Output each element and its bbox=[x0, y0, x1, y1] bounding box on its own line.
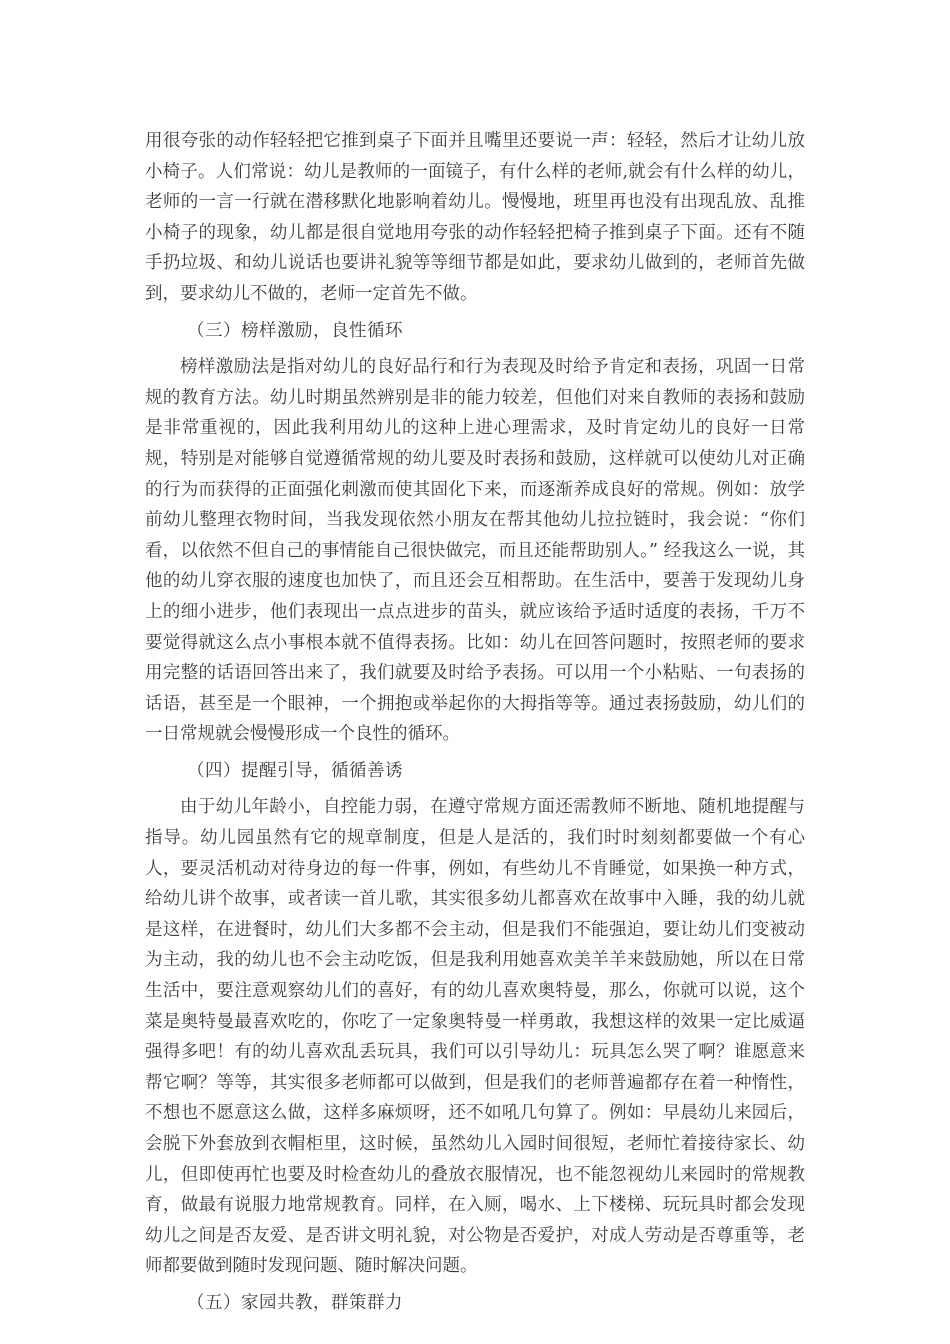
section-heading-4: （四）提醒引导，循循善诱 bbox=[187, 760, 403, 781]
document-page bbox=[145, 126, 805, 1325]
section-heading-3: （三）榜样激励，良性循环 bbox=[187, 320, 403, 341]
paragraph-role-model: 榜样激励法是指对幼儿的良好品行和行为表现及时给予肯定和表扬，巩固一日常规的教育方法。幼儿时期虽然辨别是非的能力较差，但他们对来自教师的表扬和鼓励是非常重视的，因此我利用幼儿的这种上进心理需求，及时肯定幼儿的良好一日常规，特别是对能够自觉遵循常规的幼儿要及时表扬和鼓励，这样就可以使幼儿对正确的行为而获得的正面强化刺激而使其固化下来，而逐渐养成良好的常规。例如：放学前幼儿整理衣物时间，当我发现依然小朋友在帮其他幼儿拉拉链时，我会说：“你们看，以依然不但自己的事情能自己很快做完，而且还能帮助别人。” 经我这么一说，其他的幼儿穿衣服的速度也加快了，而且还会互相帮助。在生活中，要善于发现幼儿身上的细小进步，他们表现出一点点进步的苗头，就应该给予适时适度的表扬，千万不要觉得就这么点小事根本就不值得表扬。比如：幼儿在回答问题时，按照老师的要求用完整的话语回答出来了，我们就要及时给予表扬。可以用一个小粘贴、一句表扬的话语，甚至是一个眼神，一个拥抱或举起你的大拇指等等。通过表扬鼓励，幼儿们的一日常规就会慢慢形成一个良性的循环。 bbox=[145, 357, 805, 745]
paragraph-reminder-guidance: 由于幼儿年龄小，自控能力弱，在遵守常规方面还需教师不断地、随机地提醒与指导。幼儿园虽然有它的规章制度，但是人是活的，我们时时刻刻都要做一个有心人，要灵活机动对待身边的每一件事，例如，有些幼儿不肯睡觉，如果换一种方式，给幼儿讲个故事，或者读一首儿歌，其实很多幼儿都喜欢在故事中入睡，我的幼儿就是这样，在进餐时，幼儿们大多都不会主动，但是我们不能强迫，要让幼儿们变被动为主动，我的幼儿也不会主动吃饭，但是我利用她喜欢美羊羊来鼓励她，所以在日常生活中，要注意观察幼儿们的喜好，有的幼儿喜欢奥特曼，那么，你就可以说，这个菜是奥特曼最喜欢吃的，你吃了一定象奥特曼一样勇敢，我想这样的效果一定比威逼强得多吧！有的幼儿喜欢乱丢玩具，我们可以引导幼儿：玩具怎么哭了啊？谁愿意来帮它啊？等等，其实很多老师都可以做到，但是我们的老师普遍都存在着一种惰性，不想也不愿意这么做，这样多麻烦呀，还不如吼几句算了。例如：早晨幼儿来园后，会脱下外套放到衣帽柜里，这时候，虽然幼儿入园时间很短，老师忙着接待家长、幼儿，但即使再忙也要及时检查幼儿的叠放衣服情况，也不能忽视幼儿来园时的常规教育，做最有说服力地常规教育。同样，在入厕，喝水、上下楼梯、玩玩具时都会发现幼儿之间是否友爱、是否讲文明礼貌，对公物是否爱护，对成人劳动是否尊重等，老师都要做到随时发现问题、随时解决问题。 bbox=[145, 797, 805, 1277]
paragraph-continuation: 用很夸张的动作轻轻把它推到桌子下面并且嘴里还要说一声：轻轻，然后才让幼儿放小椅子。人们常说：幼儿是教师的一面镜子，有什么样的老师,就会有什么样的幼儿，老师的一言一行就在潜移默化地影响着幼儿。慢慢地，班里再也没有出现乱放、乱推小椅子的现象，幼儿都是很自觉地用夸张的动作轻轻把椅子推到桌子下面。还有不随手扔垃圾、和幼儿说话也要讲礼貌等等细节都是如此，要求幼儿做到的，老师首先做到，要求幼儿不做的，老师一定首先不做。 bbox=[145, 131, 805, 304]
section-heading-5: （五）家园共教，群策群力 bbox=[187, 1292, 403, 1313]
